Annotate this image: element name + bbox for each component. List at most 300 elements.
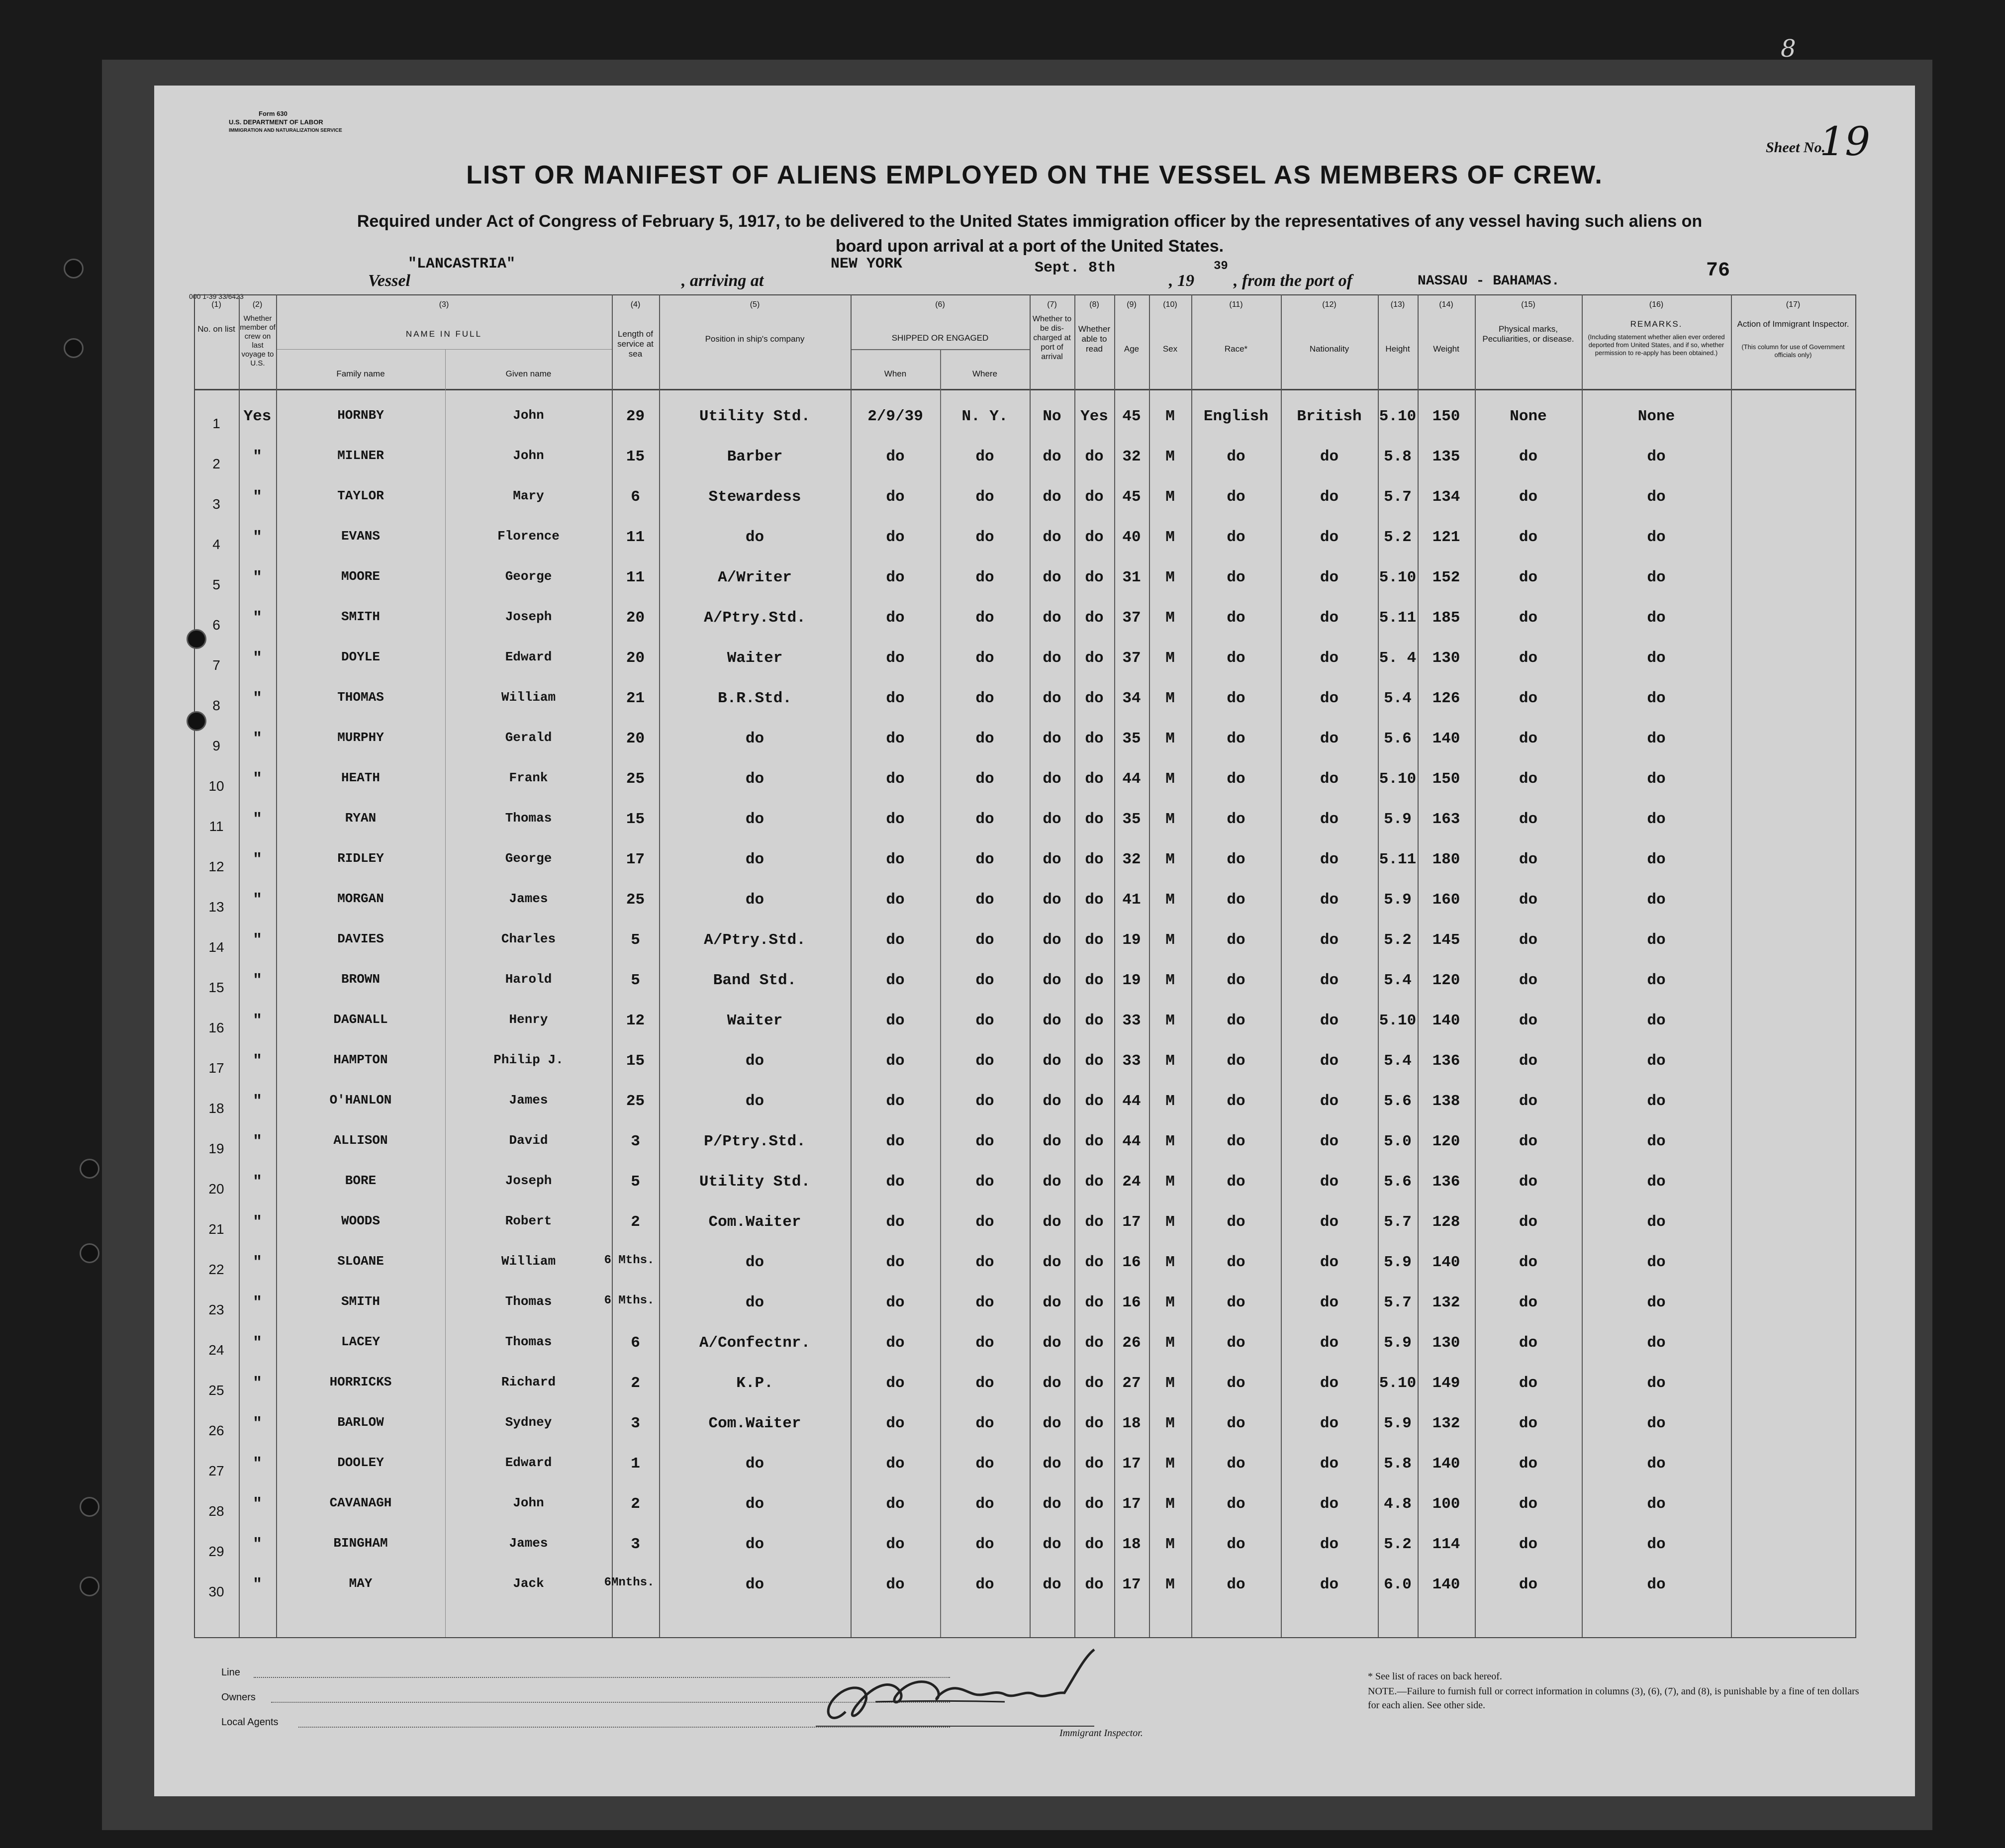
cell-read: do: [1085, 649, 1104, 667]
cell-physical: do: [1519, 1254, 1538, 1271]
cell-weight: 140: [1432, 1576, 1460, 1593]
table-row: [194, 1209, 1855, 1250]
cell-where: do: [975, 1576, 994, 1593]
table-row: [194, 1089, 1855, 1129]
cell-height: 5.2: [1384, 529, 1412, 546]
cell-race: do: [1227, 1455, 1245, 1473]
cell-sex: M: [1165, 1254, 1175, 1271]
row-number: 27: [208, 1463, 224, 1478]
table-row: [194, 807, 1855, 847]
cell-crew: ": [253, 1495, 262, 1513]
cell-height: 5.9: [1384, 1415, 1412, 1432]
cell-position: do: [745, 891, 764, 909]
cell-family: LACEY: [341, 1334, 380, 1349]
cell-weight: 128: [1432, 1213, 1460, 1231]
cell-family: MURPHY: [337, 730, 384, 745]
cell-height: 5.11: [1379, 609, 1417, 627]
table-row: [194, 484, 1855, 525]
cell-given: William: [501, 690, 556, 705]
cell-height: 5. 4: [1379, 649, 1417, 667]
cell-nationality: do: [1320, 851, 1339, 868]
table-row: [194, 1129, 1855, 1169]
cell-nationality: do: [1320, 1254, 1339, 1271]
cell-nationality: do: [1320, 1213, 1339, 1231]
row-number: 22: [208, 1262, 224, 1277]
cell-age: 31: [1122, 569, 1141, 586]
cell-family: SLOANE: [337, 1254, 384, 1269]
cell-when: do: [886, 1052, 905, 1070]
cell-sex: M: [1165, 1294, 1175, 1311]
cell-given: Charles: [501, 931, 556, 946]
cell-discharged: do: [1043, 851, 1061, 868]
cell-service: 29: [626, 408, 645, 425]
cell-read: do: [1085, 1093, 1104, 1110]
cell-where: do: [975, 931, 994, 949]
cell-nationality: do: [1320, 1133, 1339, 1150]
cell-where: do: [975, 488, 994, 506]
row-number: 11: [209, 819, 224, 834]
cell-when: do: [886, 1415, 905, 1432]
punch-hole: [80, 1159, 99, 1179]
cell-race: do: [1227, 770, 1245, 788]
cell-service: 5: [631, 972, 640, 989]
cell-when: do: [886, 1375, 905, 1392]
cell-sex: M: [1165, 690, 1175, 707]
cell-race: English: [1203, 408, 1269, 425]
cell-weight: 114: [1432, 1536, 1460, 1553]
cell-sex: M: [1165, 649, 1175, 667]
cell-remarks: do: [1647, 1012, 1666, 1029]
cell-where: do: [975, 569, 994, 586]
col-number: (7): [1047, 300, 1057, 309]
cell-position: Utility Std.: [699, 408, 811, 425]
cell-family: BROWN: [341, 972, 380, 987]
cell-family: ALLISON: [333, 1133, 388, 1148]
cell-weight: 150: [1432, 408, 1460, 425]
cell-crew: ": [253, 730, 262, 747]
cell-physical: do: [1519, 649, 1538, 667]
cell-height: 5.10: [1379, 569, 1417, 586]
cell-given: John: [513, 1495, 544, 1510]
header-length-service: Length of service at sea: [617, 329, 654, 359]
cell-position: do: [745, 770, 764, 788]
col-number: (4): [630, 300, 641, 309]
cell-nationality: do: [1320, 1375, 1339, 1392]
table-row: [194, 847, 1855, 887]
cell-crew: ": [253, 851, 262, 868]
cell-age: 33: [1122, 1012, 1141, 1029]
cell-where: do: [975, 1213, 994, 1231]
cell-family: HEATH: [341, 770, 380, 785]
cell-physical: do: [1519, 690, 1538, 707]
cell-nationality: do: [1320, 730, 1339, 747]
cell-crew: ": [253, 1415, 262, 1432]
cell-remarks: do: [1647, 1173, 1666, 1191]
col-number: (9): [1127, 300, 1137, 309]
cell-family: MORGAN: [337, 891, 384, 906]
cell-service: 6: [631, 1334, 640, 1352]
cell-when: do: [886, 1173, 905, 1191]
cell-weight: 130: [1432, 1334, 1460, 1352]
cell-family: SMITH: [341, 1294, 380, 1309]
cell-remarks: do: [1647, 1415, 1666, 1432]
row-number: 17: [208, 1060, 224, 1076]
cell-discharged: do: [1043, 931, 1061, 949]
cell-height: 5.4: [1384, 972, 1412, 989]
cell-physical: do: [1519, 488, 1538, 506]
cell-sex: M: [1165, 811, 1175, 828]
cell-family: EVANS: [341, 529, 380, 544]
cell-nationality: do: [1320, 488, 1339, 506]
row-number: 26: [208, 1423, 224, 1438]
cell-when: do: [886, 931, 905, 949]
col-number: (10): [1163, 300, 1177, 309]
cell-age: 17: [1122, 1213, 1141, 1231]
cell-weight: 120: [1432, 972, 1460, 989]
cell-where: do: [975, 1093, 994, 1110]
crew-count: 76: [1706, 260, 1730, 282]
cell-discharged: do: [1043, 730, 1061, 747]
cell-family: SMITH: [341, 609, 380, 624]
cell-read: do: [1085, 931, 1104, 949]
cell-discharged: do: [1043, 690, 1061, 707]
cell-position: do: [745, 1254, 764, 1271]
cell-height: 6.0: [1384, 1576, 1412, 1593]
cell-position: do: [745, 1455, 764, 1473]
cell-read: do: [1085, 529, 1104, 546]
cell-where: do: [975, 1012, 994, 1029]
cell-nationality: do: [1320, 891, 1339, 909]
row-number: 3: [212, 496, 220, 512]
cell-when: do: [886, 1576, 905, 1593]
cell-where: do: [975, 649, 994, 667]
cell-height: 5.10: [1379, 770, 1417, 788]
cell-family: MOORE: [341, 569, 380, 584]
cell-nationality: do: [1320, 1294, 1339, 1311]
cell-when: do: [886, 770, 905, 788]
col-number: (8): [1089, 300, 1099, 309]
cell-family: HORRICKS: [329, 1375, 392, 1389]
cell-service: 21: [626, 690, 645, 707]
cell-nationality: do: [1320, 1334, 1339, 1352]
cell-crew: ": [253, 931, 262, 949]
cell-physical: do: [1519, 448, 1538, 465]
cell-given: David: [509, 1133, 548, 1148]
cell-remarks: do: [1647, 1052, 1666, 1070]
cell-sex: M: [1165, 770, 1175, 788]
cell-age: 40: [1122, 529, 1141, 546]
cell-where: do: [975, 1133, 994, 1150]
cell-remarks: do: [1647, 972, 1666, 989]
cell-crew: ": [253, 690, 262, 707]
cell-sex: M: [1165, 609, 1175, 627]
cell-height: 5.4: [1384, 1052, 1412, 1070]
table-row: [194, 1572, 1855, 1612]
row-number: 6: [212, 617, 220, 633]
header-race: Race*: [1224, 344, 1248, 354]
cell-physical: do: [1519, 931, 1538, 949]
cell-read: do: [1085, 770, 1104, 788]
cell-height: 5.10: [1379, 1012, 1417, 1029]
table-row: [194, 726, 1855, 766]
vessel-name: "LANCASTRIA": [408, 256, 516, 273]
cell-weight: 140: [1432, 730, 1460, 747]
cell-remarks: do: [1647, 529, 1666, 546]
cell-where: do: [975, 1375, 994, 1392]
cell-family: DOYLE: [341, 649, 380, 664]
cell-where: do: [975, 1294, 994, 1311]
cell-crew: ": [253, 1254, 262, 1271]
cell-position: do: [745, 1093, 764, 1110]
cell-given: William: [501, 1254, 556, 1269]
table-row: [194, 1008, 1855, 1048]
cell-given: Thomas: [505, 1294, 552, 1309]
cell-nationality: British: [1297, 408, 1362, 425]
cell-race: do: [1227, 1093, 1245, 1110]
cell-sex: M: [1165, 1334, 1175, 1352]
cell-race: do: [1227, 569, 1245, 586]
cell-when: do: [886, 569, 905, 586]
cell-age: 19: [1122, 972, 1141, 989]
col-number: (14): [1439, 300, 1453, 309]
cell-read: do: [1085, 811, 1104, 828]
cell-discharged: do: [1043, 448, 1061, 465]
cell-sex: M: [1165, 1093, 1175, 1110]
cell-given: Thomas: [505, 811, 552, 826]
cell-remarks: do: [1647, 1536, 1666, 1553]
cell-where: do: [975, 1173, 994, 1191]
cell-race: do: [1227, 1375, 1245, 1392]
cell-nationality: do: [1320, 1173, 1339, 1191]
cell-position: Waiter: [727, 1012, 783, 1029]
cell-read: Yes: [1080, 408, 1108, 425]
cell-crew: ": [253, 1576, 262, 1593]
cell-when: do: [886, 690, 905, 707]
cell-remarks: do: [1647, 1455, 1666, 1473]
cell-read: do: [1085, 1415, 1104, 1432]
cell-service: 2: [631, 1495, 640, 1513]
cell-race: do: [1227, 811, 1245, 828]
from-label: , from the port of: [1234, 272, 1352, 290]
cell-weight: 136: [1432, 1052, 1460, 1070]
cell-sex: M: [1165, 569, 1175, 586]
cell-crew: ": [253, 811, 262, 828]
cell-crew: ": [253, 1294, 262, 1311]
cell-race: do: [1227, 609, 1245, 627]
cell-discharged: do: [1043, 891, 1061, 909]
punch-hole: [64, 338, 84, 358]
header-nationality: Nationality: [1309, 344, 1349, 354]
note-text: —Failure to furnish full or correct information in columns (3), (6), (7), and (8), is punishable by a fine of ten dollars for each alien. See other side.: [1368, 1686, 1859, 1711]
header-physical: Physical marks, Peculiarities, or disease.: [1482, 324, 1574, 344]
cell-read: do: [1085, 1254, 1104, 1271]
departure-port: NASSAU - BAHAMAS.: [1418, 274, 1560, 289]
cell-nationality: do: [1320, 1093, 1339, 1110]
cell-position: do: [745, 1495, 764, 1513]
row-number: 21: [208, 1221, 224, 1237]
arrival-year: 39: [1214, 260, 1228, 273]
cell-physical: do: [1519, 1294, 1538, 1311]
cell-sex: M: [1165, 1052, 1175, 1070]
header-divider: [194, 389, 1855, 390]
cell-age: 45: [1122, 488, 1141, 506]
cell-read: do: [1085, 1052, 1104, 1070]
cell-age: 35: [1122, 730, 1141, 747]
cell-weight: 134: [1432, 488, 1460, 506]
cell-discharged: do: [1043, 1052, 1061, 1070]
table-row: [194, 686, 1855, 726]
form-department: U.S. DEPARTMENT OF LABOR: [229, 118, 323, 126]
cell-service: 20: [626, 649, 645, 667]
cell-height: 5.2: [1384, 931, 1412, 949]
cell-race: do: [1227, 1536, 1245, 1553]
cell-discharged: do: [1043, 1133, 1061, 1150]
row-number: 29: [208, 1544, 224, 1559]
col-number: (16): [1649, 300, 1664, 309]
cell-read: do: [1085, 730, 1104, 747]
cell-weight: 145: [1432, 931, 1460, 949]
cell-age: 32: [1122, 851, 1141, 868]
cell-discharged: do: [1043, 488, 1061, 506]
cell-read: do: [1085, 1213, 1104, 1231]
cell-service: 2: [631, 1213, 640, 1231]
cell-physical: do: [1519, 1334, 1538, 1352]
cell-crew: ": [253, 1536, 262, 1553]
form-number: Form 630: [259, 110, 287, 117]
cell-remarks: do: [1647, 1213, 1666, 1231]
cell-crew: ": [253, 972, 262, 989]
cell-remarks: do: [1647, 770, 1666, 788]
row-number: 1: [212, 416, 220, 431]
cell-discharged: do: [1043, 1173, 1061, 1191]
cell-nationality: do: [1320, 1495, 1339, 1513]
cell-height: 5.7: [1384, 488, 1412, 506]
cell-race: do: [1227, 448, 1245, 465]
cell-position: K.P.: [736, 1375, 773, 1392]
table-row: [194, 444, 1855, 484]
cell-remarks: do: [1647, 730, 1666, 747]
cell-race: do: [1227, 488, 1245, 506]
cell-physical: do: [1519, 730, 1538, 747]
cell-given: Richard: [501, 1375, 556, 1389]
arrival-date: Sept. 8th: [1035, 260, 1116, 277]
row-number: 18: [208, 1101, 224, 1116]
cell-physical: do: [1519, 1012, 1538, 1029]
header-action-note: (This column for use of Government officials only): [1741, 343, 1845, 359]
cell-height: 5.2: [1384, 1536, 1412, 1553]
cell-weight: 185: [1432, 609, 1460, 627]
header-discharged: Whether to be dis-charged at port of arrival: [1032, 315, 1072, 361]
cell-service: 15: [626, 448, 645, 465]
cell-sex: M: [1165, 1012, 1175, 1029]
cell-crew: ": [253, 1133, 262, 1150]
cell-discharged: do: [1043, 1254, 1061, 1271]
cell-crew: ": [253, 1052, 262, 1070]
cell-age: 24: [1122, 1173, 1141, 1191]
table-row: [194, 1169, 1855, 1209]
cell-given: James: [509, 1093, 548, 1108]
signature-line: [816, 1726, 1094, 1727]
cell-discharged: do: [1043, 1334, 1061, 1352]
cell-discharged: do: [1043, 1294, 1061, 1311]
cell-race: do: [1227, 1012, 1245, 1029]
cell-sex: M: [1165, 529, 1175, 546]
cell-discharged: do: [1043, 1213, 1061, 1231]
table-row: [194, 766, 1855, 807]
cell-age: 45: [1122, 408, 1141, 425]
cell-nationality: do: [1320, 1576, 1339, 1593]
cell-age: 16: [1122, 1294, 1141, 1311]
col-number: (2): [252, 300, 263, 309]
cell-position: do: [745, 851, 764, 868]
cell-physical: do: [1519, 1133, 1538, 1150]
header-no-on-list: No. on list: [197, 324, 235, 334]
cell-position: do: [745, 1294, 764, 1311]
cell-sex: M: [1165, 1213, 1175, 1231]
form-info: [229, 109, 342, 135]
cell-where: do: [975, 851, 994, 868]
cell-service: 1: [631, 1455, 640, 1473]
cell-age: 18: [1122, 1415, 1141, 1432]
race-note: * See list of races on back hereof.: [1368, 1671, 1502, 1682]
cell-read: do: [1085, 1173, 1104, 1191]
cell-given: Frank: [509, 770, 548, 785]
cell-age: 37: [1122, 649, 1141, 667]
cell-given: Sydney: [505, 1415, 552, 1430]
cell-race: do: [1227, 931, 1245, 949]
cell-read: do: [1085, 448, 1104, 465]
cell-where: do: [975, 811, 994, 828]
cell-when: do: [886, 609, 905, 627]
cell-sex: M: [1165, 1173, 1175, 1191]
header-sex: Sex: [1162, 344, 1178, 354]
cell-height: 5.9: [1384, 1334, 1412, 1352]
table-row: [194, 1250, 1855, 1290]
cell-weight: 132: [1432, 1294, 1460, 1311]
cell-crew: ": [253, 891, 262, 909]
cell-race: do: [1227, 1213, 1245, 1231]
cell-where: do: [975, 1334, 994, 1352]
inspector-signature: [816, 1647, 1124, 1737]
cell-remarks: None: [1637, 408, 1675, 425]
header-name-in-full: NAME IN FULL: [405, 329, 482, 339]
col-number: (15): [1521, 300, 1535, 309]
cell-crew: ": [253, 1012, 262, 1029]
table-row: [194, 1371, 1855, 1411]
cell-physical: do: [1519, 1375, 1538, 1392]
cell-race: do: [1227, 891, 1245, 909]
cell-where: do: [975, 1052, 994, 1070]
cell-race: do: [1227, 1576, 1245, 1593]
cell-where: do: [975, 529, 994, 546]
cell-when: do: [886, 1495, 905, 1513]
cell-weight: 140: [1432, 1254, 1460, 1271]
cell-physical: do: [1519, 1576, 1538, 1593]
cell-when: do: [886, 851, 905, 868]
cell-nationality: do: [1320, 770, 1339, 788]
cell-race: do: [1227, 1133, 1245, 1150]
cell-crew: ": [253, 609, 262, 627]
page-subtitle: Required under Act of Congress of February 5, 1917, to be delivered to the United States immigration officer by the representatives of any vessel having such aliens on board upon arrival at a port of the United States.: [357, 212, 1703, 256]
cell-where: do: [975, 609, 994, 627]
vessel-label: Vessel: [368, 272, 410, 290]
cell-service: 11: [626, 569, 645, 586]
cell-given: Robert: [505, 1213, 552, 1228]
cell-physical: do: [1519, 1052, 1538, 1070]
table-row: [194, 1330, 1855, 1371]
cell-nationality: do: [1320, 690, 1339, 707]
cell-physical: do: [1519, 569, 1538, 586]
